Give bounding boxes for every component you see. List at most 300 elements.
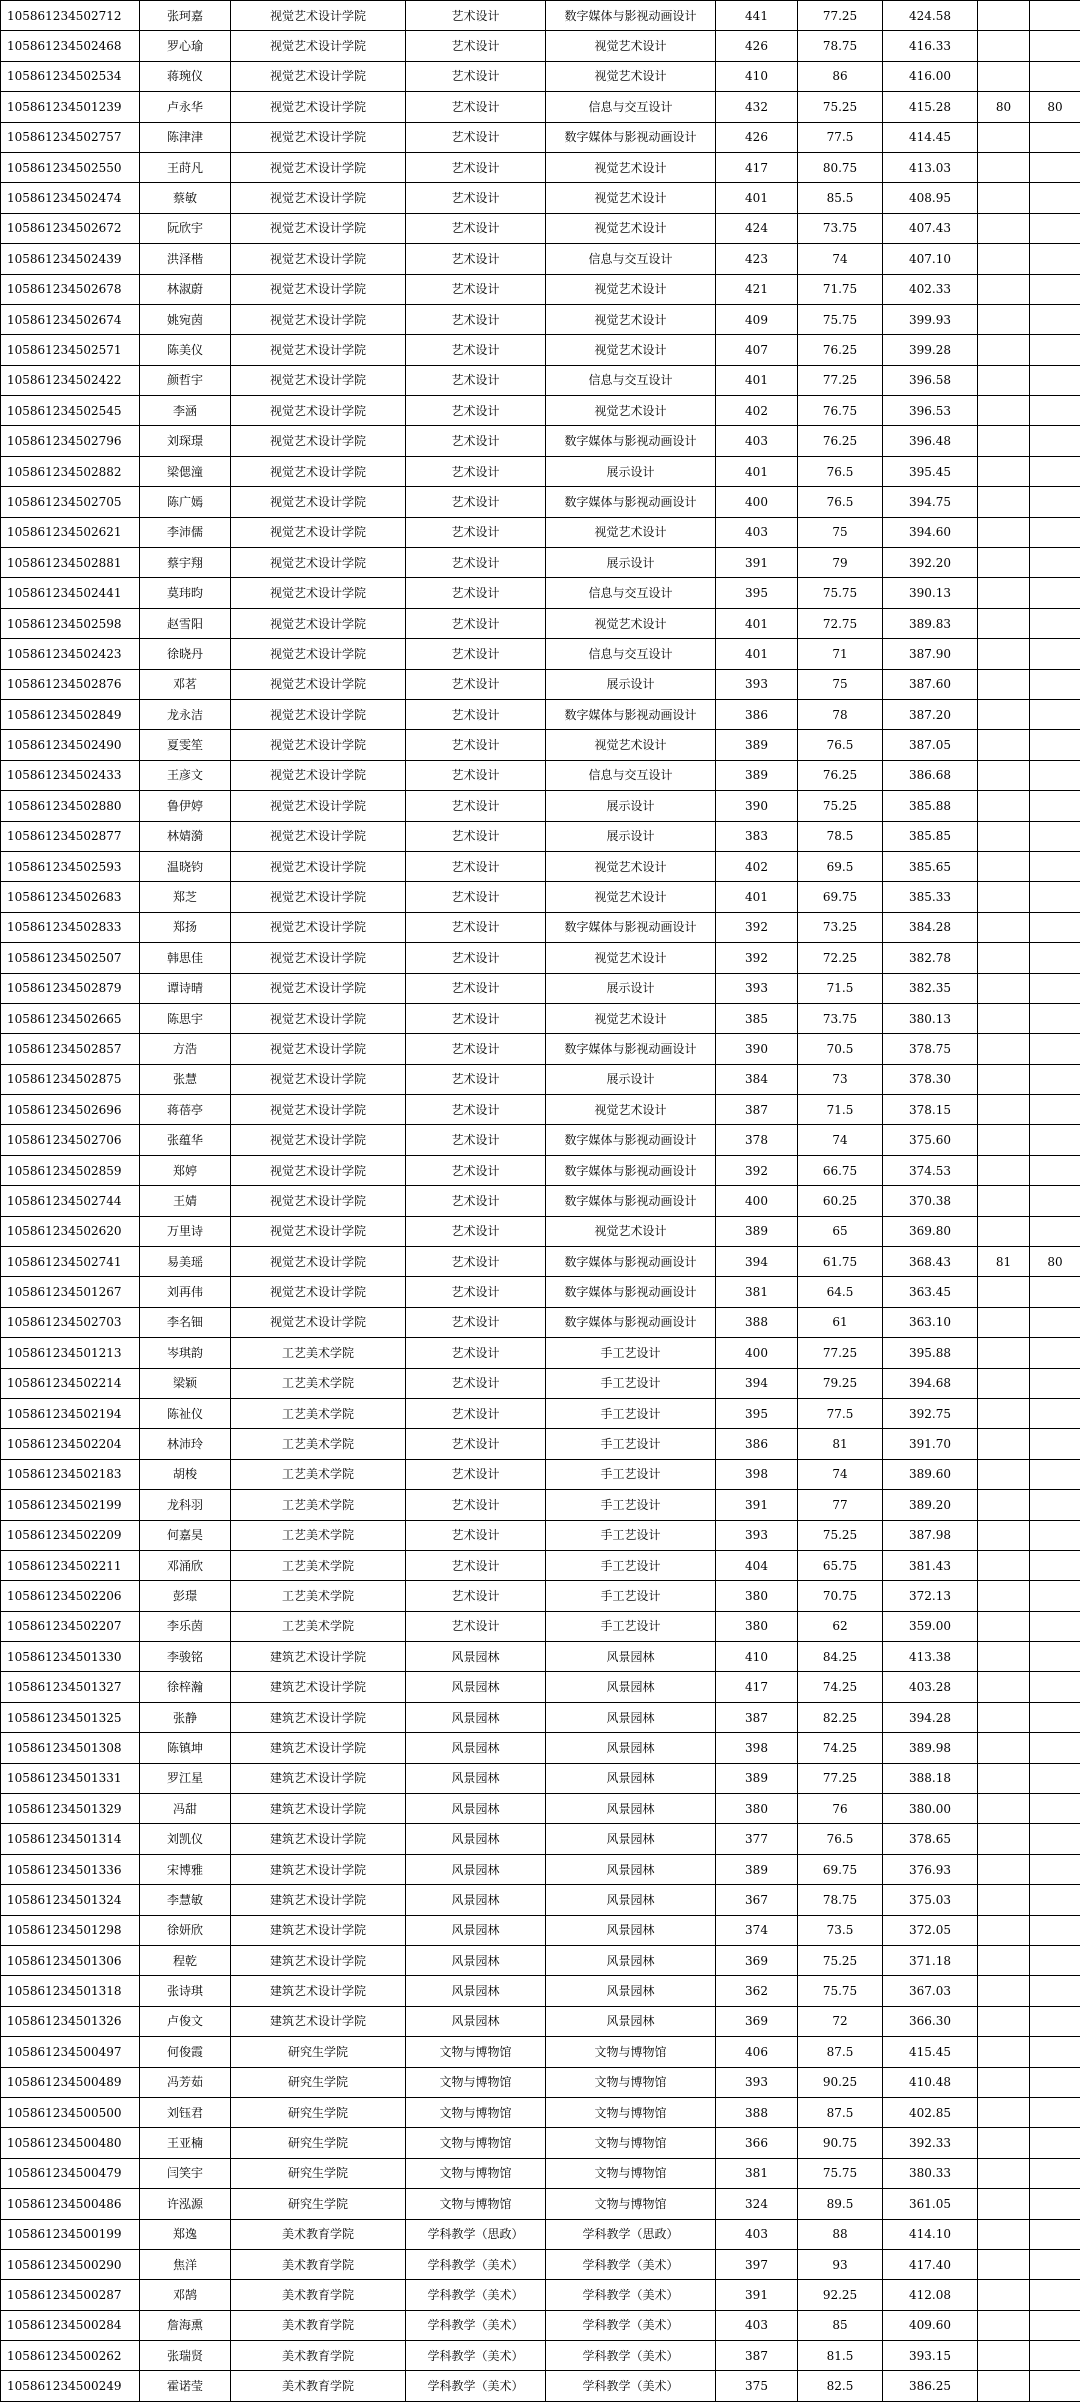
cell-discipline: 学科教学（美术） <box>406 2280 546 2310</box>
cell-extra-score-b <box>1030 1824 1080 1854</box>
cell-discipline: 艺术设计 <box>406 943 546 973</box>
cell-college: 视觉艺术设计学院 <box>231 851 406 881</box>
cell-total-score: 407.43 <box>883 213 978 243</box>
cell-initial-exam-score: 391 <box>716 548 798 578</box>
cell-extra-score-a <box>978 1763 1030 1793</box>
cell-discipline: 艺术设计 <box>406 882 546 912</box>
cell-candidate-name: 徐妍欣 <box>140 1915 231 1945</box>
cell-discipline: 艺术设计 <box>406 152 546 182</box>
cell-major: 数字媒体与影视动画设计 <box>546 699 716 729</box>
cell-total-score: 392.33 <box>883 2128 978 2158</box>
cell-discipline: 艺术设计 <box>406 1034 546 1064</box>
cell-candidate-id: 105861234502214 <box>1 1368 140 1398</box>
cell-major: 展示设计 <box>546 669 716 699</box>
cell-major: 学科教学（美术） <box>546 2371 716 2401</box>
cell-candidate-name: 蒋蓓亭 <box>140 1095 231 1125</box>
cell-total-score: 402.85 <box>883 2097 978 2127</box>
cell-college: 视觉艺术设计学院 <box>231 1307 406 1337</box>
cell-initial-exam-score: 387 <box>716 1095 798 1125</box>
table-row <box>1 1490 1080 1520</box>
cell-discipline: 学科教学（美术） <box>406 2341 546 2371</box>
table-row <box>1 1550 1080 1580</box>
cell-initial-exam-score: 421 <box>716 274 798 304</box>
cell-extra-score-b <box>1030 1003 1080 1033</box>
table-row <box>1 1125 1080 1155</box>
cell-initial-exam-score: 383 <box>716 821 798 851</box>
cell-major: 文物与博物馆 <box>546 2067 716 2097</box>
cell-discipline: 艺术设计 <box>406 274 546 304</box>
cell-initial-exam-score: 386 <box>716 1429 798 1459</box>
cell-extra-score-b <box>1030 1064 1080 1094</box>
cell-extra-score-a <box>978 517 1030 547</box>
cell-total-score: 376.93 <box>883 1854 978 1884</box>
cell-extra-score-b <box>1030 2128 1080 2158</box>
cell-retest-score: 77.25 <box>798 365 883 395</box>
cell-candidate-id: 105861234500287 <box>1 2280 140 2310</box>
cell-retest-score: 85.5 <box>798 183 883 213</box>
cell-extra-score-a <box>978 1550 1030 1580</box>
cell-candidate-id: 105861234502703 <box>1 1307 140 1337</box>
cell-candidate-name: 詹海熏 <box>140 2310 231 2340</box>
cell-total-score: 361.05 <box>883 2189 978 2219</box>
cell-extra-score-a <box>978 1702 1030 1732</box>
cell-candidate-name: 徐梓瀚 <box>140 1672 231 1702</box>
cell-discipline: 艺术设计 <box>406 1247 546 1277</box>
cell-extra-score-b <box>1030 1550 1080 1580</box>
cell-discipline: 艺术设计 <box>406 699 546 729</box>
cell-candidate-id: 105861234502877 <box>1 821 140 851</box>
cell-retest-score: 69.5 <box>798 851 883 881</box>
cell-candidate-name: 刘再伟 <box>140 1277 231 1307</box>
cell-college: 建筑艺术设计学院 <box>231 1642 406 1672</box>
table-row <box>1 2249 1080 2279</box>
table-row <box>1 1581 1080 1611</box>
cell-major: 视觉艺术设计 <box>546 31 716 61</box>
cell-college: 视觉艺术设计学院 <box>231 487 406 517</box>
cell-extra-score-b <box>1030 2158 1080 2188</box>
cell-candidate-name: 程乾 <box>140 1946 231 1976</box>
cell-initial-exam-score: 417 <box>716 152 798 182</box>
cell-discipline: 艺术设计 <box>406 122 546 152</box>
cell-major: 视觉艺术设计 <box>546 1003 716 1033</box>
cell-candidate-name: 李骏铭 <box>140 1642 231 1672</box>
cell-extra-score-b <box>1030 1095 1080 1125</box>
cell-extra-score-b <box>1030 2037 1080 2067</box>
cell-retest-score: 71.75 <box>798 274 883 304</box>
cell-candidate-name: 李涵 <box>140 396 231 426</box>
cell-candidate-name: 林婧漪 <box>140 821 231 851</box>
cell-major: 风景园林 <box>546 1824 716 1854</box>
cell-discipline: 风景园林 <box>406 1794 546 1824</box>
cell-extra-score-a <box>978 365 1030 395</box>
cell-major: 风景园林 <box>546 2006 716 2036</box>
cell-initial-exam-score: 401 <box>716 608 798 638</box>
cell-total-score: 385.33 <box>883 882 978 912</box>
cell-candidate-id: 105861234502207 <box>1 1611 140 1641</box>
cell-major: 视觉艺术设计 <box>546 152 716 182</box>
table-row <box>1 1854 1080 1884</box>
cell-retest-score: 77.25 <box>798 1 883 31</box>
cell-initial-exam-score: 401 <box>716 365 798 395</box>
cell-total-score: 395.88 <box>883 1338 978 1368</box>
cell-extra-score-b <box>1030 2341 1080 2371</box>
table-row <box>1 1186 1080 1216</box>
cell-retest-score: 73.75 <box>798 213 883 243</box>
cell-extra-score-b <box>1030 973 1080 1003</box>
cell-candidate-name: 李名钿 <box>140 1307 231 1337</box>
cell-retest-score: 76.5 <box>798 730 883 760</box>
cell-extra-score-b <box>1030 152 1080 182</box>
cell-initial-exam-score: 432 <box>716 92 798 122</box>
cell-extra-score-b <box>1030 1186 1080 1216</box>
table-row <box>1 1672 1080 1702</box>
cell-retest-score: 78.75 <box>798 1885 883 1915</box>
cell-extra-score-a <box>978 1824 1030 1854</box>
cell-extra-score-b <box>1030 426 1080 456</box>
cell-extra-score-a <box>978 548 1030 578</box>
cell-retest-score: 76.25 <box>798 760 883 790</box>
cell-extra-score-a <box>978 1490 1030 1520</box>
table-row <box>1 183 1080 213</box>
table-row <box>1 31 1080 61</box>
cell-discipline: 艺术设计 <box>406 517 546 547</box>
cell-candidate-id: 105861234500249 <box>1 2371 140 2401</box>
cell-total-score: 385.85 <box>883 821 978 851</box>
table-row <box>1 2280 1080 2310</box>
cell-extra-score-a <box>978 669 1030 699</box>
cell-major: 手工艺设计 <box>546 1490 716 1520</box>
table-row <box>1 912 1080 942</box>
cell-candidate-id: 105861234502876 <box>1 669 140 699</box>
cell-total-score: 359.00 <box>883 1611 978 1641</box>
cell-initial-exam-score: 401 <box>716 183 798 213</box>
cell-total-score: 378.65 <box>883 1824 978 1854</box>
table-row <box>1 2006 1080 2036</box>
cell-total-score: 380.00 <box>883 1794 978 1824</box>
cell-college: 视觉艺术设计学院 <box>231 31 406 61</box>
cell-extra-score-b <box>1030 244 1080 274</box>
cell-extra-score-a <box>978 2341 1030 2371</box>
cell-college: 视觉艺术设计学院 <box>231 1034 406 1064</box>
table-row <box>1 244 1080 274</box>
cell-college: 视觉艺术设计学院 <box>231 639 406 669</box>
cell-initial-exam-score: 400 <box>716 1338 798 1368</box>
table-row <box>1 365 1080 395</box>
table-row <box>1 1307 1080 1337</box>
cell-discipline: 艺术设计 <box>406 1 546 31</box>
cell-total-score: 386.25 <box>883 2371 978 2401</box>
cell-initial-exam-score: 400 <box>716 487 798 517</box>
cell-retest-score: 61.75 <box>798 1247 883 1277</box>
cell-discipline: 艺术设计 <box>406 730 546 760</box>
cell-initial-exam-score: 390 <box>716 1034 798 1064</box>
table-row <box>1 304 1080 334</box>
cell-candidate-name: 陈津津 <box>140 122 231 152</box>
table-body <box>1 1 1080 2402</box>
cell-candidate-name: 陈广嫣 <box>140 487 231 517</box>
cell-extra-score-a <box>978 2097 1030 2127</box>
cell-major: 数字媒体与影视动画设计 <box>546 1307 716 1337</box>
cell-extra-score-b <box>1030 2189 1080 2219</box>
cell-college: 视觉艺术设计学院 <box>231 1095 406 1125</box>
cell-total-score: 370.38 <box>883 1186 978 1216</box>
cell-retest-score: 71.5 <box>798 973 883 1003</box>
cell-initial-exam-score: 389 <box>716 760 798 790</box>
cell-discipline: 风景园林 <box>406 1702 546 1732</box>
cell-initial-exam-score: 385 <box>716 1003 798 1033</box>
cell-extra-score-a <box>978 1946 1030 1976</box>
cell-college: 美术教育学院 <box>231 2219 406 2249</box>
cell-candidate-id: 105861234501239 <box>1 92 140 122</box>
cell-retest-score: 84.25 <box>798 1642 883 1672</box>
cell-retest-score: 60.25 <box>798 1186 883 1216</box>
cell-retest-score: 73 <box>798 1064 883 1094</box>
cell-major: 文物与博物馆 <box>546 2189 716 2219</box>
cell-discipline: 艺术设计 <box>406 1003 546 1033</box>
cell-retest-score: 74 <box>798 1125 883 1155</box>
cell-extra-score-b <box>1030 1429 1080 1459</box>
table-row <box>1 882 1080 912</box>
cell-discipline: 艺术设计 <box>406 1095 546 1125</box>
cell-extra-score-b <box>1030 1338 1080 1368</box>
cell-candidate-name: 郑婷 <box>140 1155 231 1185</box>
cell-candidate-name: 陈祉仪 <box>140 1398 231 1428</box>
cell-extra-score-b <box>1030 365 1080 395</box>
cell-retest-score: 65.75 <box>798 1550 883 1580</box>
cell-initial-exam-score: 401 <box>716 456 798 486</box>
cell-initial-exam-score: 402 <box>716 851 798 881</box>
cell-extra-score-a <box>978 912 1030 942</box>
cell-extra-score-b <box>1030 1946 1080 1976</box>
cell-total-score: 396.53 <box>883 396 978 426</box>
cell-extra-score-a <box>978 1338 1030 1368</box>
cell-total-score: 382.78 <box>883 943 978 973</box>
cell-candidate-id: 105861234500489 <box>1 2067 140 2097</box>
cell-major: 手工艺设计 <box>546 1398 716 1428</box>
table-row <box>1 1733 1080 1763</box>
table-row <box>1 1 1080 31</box>
cell-candidate-id: 105861234502678 <box>1 274 140 304</box>
cell-initial-exam-score: 366 <box>716 2128 798 2158</box>
cell-discipline: 艺术设计 <box>406 973 546 1003</box>
cell-candidate-id: 105861234502665 <box>1 1003 140 1033</box>
cell-major: 视觉艺术设计 <box>546 213 716 243</box>
cell-major: 信息与交互设计 <box>546 639 716 669</box>
cell-retest-score: 75.75 <box>798 304 883 334</box>
cell-candidate-id: 105861234502441 <box>1 578 140 608</box>
cell-retest-score: 77.5 <box>798 122 883 152</box>
cell-candidate-name: 赵雪阳 <box>140 608 231 638</box>
cell-candidate-name: 何俊霞 <box>140 2037 231 2067</box>
cell-extra-score-b <box>1030 639 1080 669</box>
cell-extra-score-a <box>978 1186 1030 1216</box>
cell-discipline: 文物与博物馆 <box>406 2189 546 2219</box>
cell-extra-score-a <box>978 851 1030 881</box>
cell-retest-score: 90.25 <box>798 2067 883 2097</box>
cell-major: 文物与博物馆 <box>546 2037 716 2067</box>
cell-total-score: 386.68 <box>883 760 978 790</box>
cell-major: 手工艺设计 <box>546 1368 716 1398</box>
cell-extra-score-a <box>978 274 1030 304</box>
cell-total-score: 399.93 <box>883 304 978 334</box>
table-row <box>1 973 1080 1003</box>
cell-major: 视觉艺术设计 <box>546 183 716 213</box>
cell-discipline: 艺术设计 <box>406 1611 546 1641</box>
cell-extra-score-a <box>978 973 1030 1003</box>
cell-candidate-id: 105861234502875 <box>1 1064 140 1094</box>
cell-college: 视觉艺术设计学院 <box>231 821 406 851</box>
cell-major: 视觉艺术设计 <box>546 1216 716 1246</box>
table-row <box>1 2371 1080 2401</box>
cell-candidate-name: 谭诗晴 <box>140 973 231 1003</box>
cell-major: 风景园林 <box>546 1733 716 1763</box>
table-row <box>1 1398 1080 1428</box>
cell-major: 数字媒体与影视动画设计 <box>546 1247 716 1277</box>
cell-major: 视觉艺术设计 <box>546 304 716 334</box>
cell-retest-score: 73.75 <box>798 1003 883 1033</box>
cell-candidate-name: 郑扬 <box>140 912 231 942</box>
cell-candidate-name: 蔡敏 <box>140 183 231 213</box>
cell-candidate-name: 王莳凡 <box>140 152 231 182</box>
cell-total-score: 372.13 <box>883 1581 978 1611</box>
cell-candidate-name: 蒋琬仪 <box>140 61 231 91</box>
cell-discipline: 风景园林 <box>406 1915 546 1945</box>
cell-candidate-id: 105861234500479 <box>1 2158 140 2188</box>
cell-college: 建筑艺术设计学院 <box>231 1794 406 1824</box>
cell-college: 工艺美术学院 <box>231 1520 406 1550</box>
cell-extra-score-a <box>978 31 1030 61</box>
cell-extra-score-b <box>1030 213 1080 243</box>
cell-extra-score-b <box>1030 2097 1080 2127</box>
cell-college: 视觉艺术设计学院 <box>231 61 406 91</box>
cell-extra-score-b <box>1030 1277 1080 1307</box>
cell-candidate-name: 王亚楠 <box>140 2128 231 2158</box>
cell-candidate-name: 刘凯仪 <box>140 1824 231 1854</box>
cell-candidate-id: 105861234502422 <box>1 365 140 395</box>
cell-total-score: 392.20 <box>883 548 978 578</box>
cell-candidate-id: 105861234502439 <box>1 244 140 274</box>
cell-retest-score: 87.5 <box>798 2097 883 2127</box>
cell-discipline: 风景园林 <box>406 1976 546 2006</box>
cell-candidate-name: 梁偲潼 <box>140 456 231 486</box>
cell-candidate-name: 徐晓丹 <box>140 639 231 669</box>
cell-candidate-id: 105861234502857 <box>1 1034 140 1064</box>
cell-extra-score-a <box>978 1368 1030 1398</box>
cell-initial-exam-score: 362 <box>716 1976 798 2006</box>
cell-discipline: 艺术设计 <box>406 487 546 517</box>
cell-initial-exam-score: 394 <box>716 1247 798 1277</box>
cell-extra-score-a <box>978 1611 1030 1641</box>
cell-extra-score-b <box>1030 669 1080 699</box>
cell-college: 视觉艺术设计学院 <box>231 335 406 365</box>
cell-college: 美术教育学院 <box>231 2341 406 2371</box>
cell-college: 视觉艺术设计学院 <box>231 426 406 456</box>
cell-college: 建筑艺术设计学院 <box>231 1702 406 1732</box>
cell-total-score: 402.33 <box>883 274 978 304</box>
cell-extra-score-a <box>978 426 1030 456</box>
cell-candidate-id: 105861234502545 <box>1 396 140 426</box>
cell-initial-exam-score: 407 <box>716 335 798 365</box>
cell-major: 风景园林 <box>546 1794 716 1824</box>
cell-extra-score-a <box>978 639 1030 669</box>
cell-major: 视觉艺术设计 <box>546 730 716 760</box>
cell-extra-score-b <box>1030 1490 1080 1520</box>
cell-extra-score-a <box>978 244 1030 274</box>
cell-total-score: 375.03 <box>883 1885 978 1915</box>
cell-college: 视觉艺术设计学院 <box>231 699 406 729</box>
cell-major: 展示设计 <box>546 456 716 486</box>
cell-major: 风景园林 <box>546 1763 716 1793</box>
cell-discipline: 学科教学（思政） <box>406 2219 546 2249</box>
table-row <box>1 548 1080 578</box>
cell-extra-score-a <box>978 487 1030 517</box>
cell-total-score: 413.03 <box>883 152 978 182</box>
cell-retest-score: 76.25 <box>798 426 883 456</box>
cell-total-score: 389.98 <box>883 1733 978 1763</box>
cell-discipline: 文物与博物馆 <box>406 2128 546 2158</box>
cell-extra-score-a <box>978 2219 1030 2249</box>
cell-total-score: 369.80 <box>883 1216 978 1246</box>
cell-college: 视觉艺术设计学院 <box>231 760 406 790</box>
cell-extra-score-a <box>978 699 1030 729</box>
cell-college: 建筑艺术设计学院 <box>231 1733 406 1763</box>
cell-retest-score: 82.5 <box>798 2371 883 2401</box>
cell-retest-score: 71 <box>798 639 883 669</box>
cell-retest-score: 80.75 <box>798 152 883 182</box>
cell-candidate-name: 夏雯笙 <box>140 730 231 760</box>
cell-candidate-name: 卢俊文 <box>140 2006 231 2036</box>
cell-discipline: 艺术设计 <box>406 1490 546 1520</box>
cell-candidate-id: 105861234502706 <box>1 1125 140 1155</box>
cell-initial-exam-score: 393 <box>716 1520 798 1550</box>
cell-candidate-id: 105861234502705 <box>1 487 140 517</box>
cell-initial-exam-score: 324 <box>716 2189 798 2219</box>
cell-candidate-id: 105861234500486 <box>1 2189 140 2219</box>
cell-initial-exam-score: 424 <box>716 213 798 243</box>
table-row <box>1 2189 1080 2219</box>
cell-candidate-id: 105861234502490 <box>1 730 140 760</box>
cell-extra-score-b <box>1030 1 1080 31</box>
cell-college: 视觉艺术设计学院 <box>231 548 406 578</box>
cell-initial-exam-score: 388 <box>716 2097 798 2127</box>
cell-college: 美术教育学院 <box>231 2249 406 2279</box>
table-row <box>1 1642 1080 1672</box>
cell-discipline: 艺术设计 <box>406 608 546 638</box>
cell-retest-score: 75.25 <box>798 1520 883 1550</box>
cell-initial-exam-score: 403 <box>716 2310 798 2340</box>
cell-discipline: 艺术设计 <box>406 92 546 122</box>
cell-total-score: 389.83 <box>883 608 978 638</box>
table-row <box>1 760 1080 790</box>
cell-college: 建筑艺术设计学院 <box>231 1915 406 1945</box>
table-row <box>1 1247 1080 1277</box>
table-row <box>1 213 1080 243</box>
cell-initial-exam-score: 403 <box>716 2219 798 2249</box>
cell-discipline: 风景园林 <box>406 1763 546 1793</box>
cell-candidate-name: 林沛玲 <box>140 1429 231 1459</box>
cell-initial-exam-score: 378 <box>716 1125 798 1155</box>
cell-total-score: 378.30 <box>883 1064 978 1094</box>
table-row <box>1 487 1080 517</box>
cell-major: 展示设计 <box>546 973 716 1003</box>
cell-retest-score: 71.5 <box>798 1095 883 1125</box>
cell-extra-score-a <box>978 2280 1030 2310</box>
cell-total-score: 414.45 <box>883 122 978 152</box>
cell-total-score: 416.00 <box>883 61 978 91</box>
cell-college: 建筑艺术设计学院 <box>231 1672 406 1702</box>
cell-discipline: 艺术设计 <box>406 1277 546 1307</box>
cell-discipline: 文物与博物馆 <box>406 2158 546 2188</box>
